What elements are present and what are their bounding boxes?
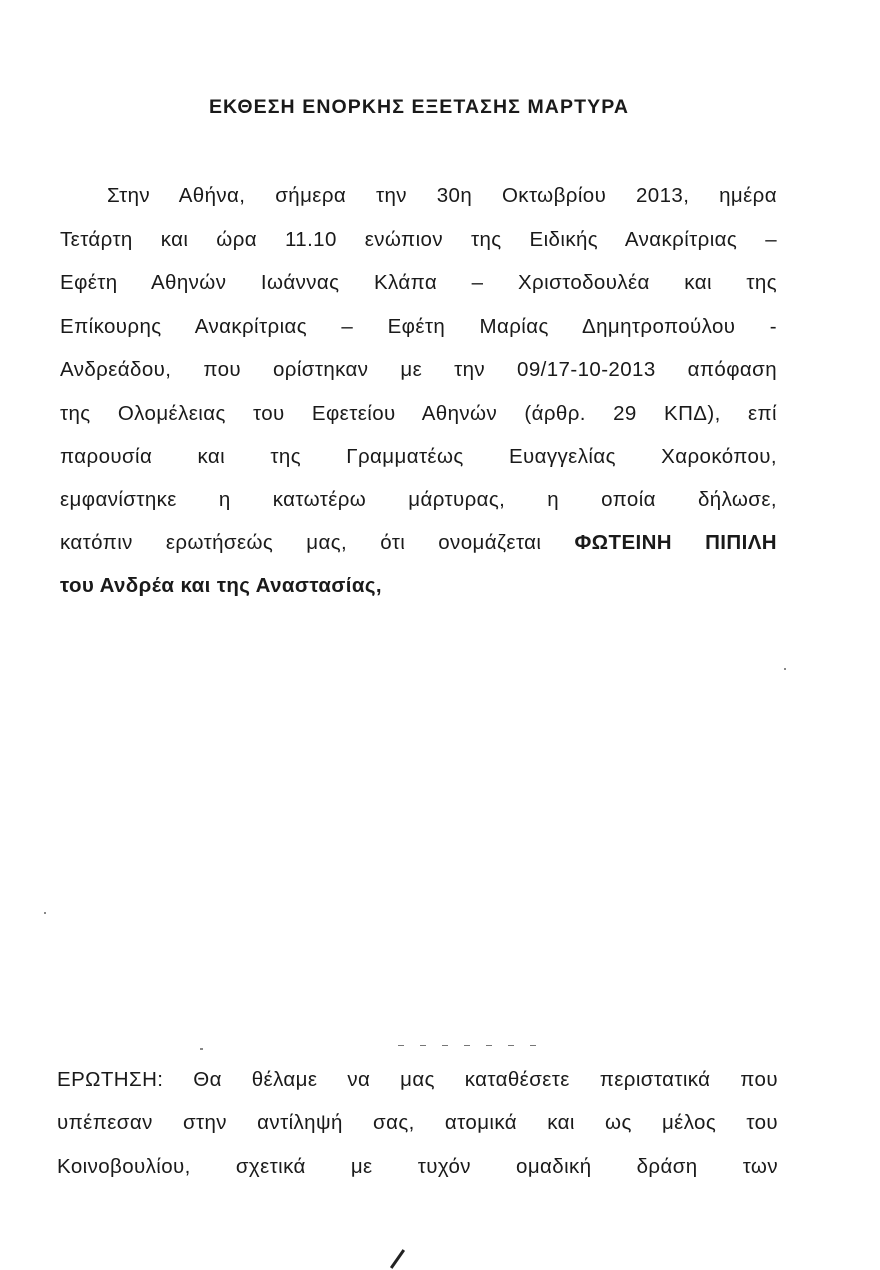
paragraph-line bbox=[60, 531, 777, 555]
witness-name: ΦΩΤΕΙΝΗ ΠΙΠΙΛΗ bbox=[574, 531, 777, 554]
question-text: Θα θέλαμε να μας καταθέσετε περιστατικά που bbox=[193, 1068, 778, 1091]
paragraph-line: Τετάρτη και ώρα 11.10 ενώπιον της Ειδικής Ανακρίτριας – bbox=[60, 228, 777, 251]
paragraph-line: Επίκουρης Ανακρίτριας – Εφέτη Μαρίας Δημητροπούλου - bbox=[60, 315, 777, 338]
paragraph-line: Ανδρεάδου, που ορίστηκαν με την 09/17-10-2013 απόφαση bbox=[60, 358, 777, 381]
paragraph-line: Εφέτη Αθηνών Ιωάννας Κλάπα – Χριστοδουλέα και της bbox=[60, 271, 777, 294]
paragraph-text: κατόπιν ερωτήσεώς μας, ότι ονομάζεται bbox=[60, 531, 542, 554]
scan-speck bbox=[200, 1048, 203, 1050]
pen-mark bbox=[390, 1249, 405, 1269]
question-label: ΕΡΩΤΗΣΗ: bbox=[57, 1068, 164, 1091]
question-line: υπέπεσαν στην αντίληψή σας, ατομικά και ως μέλος του bbox=[57, 1111, 778, 1134]
paragraph-line: παρουσία και της Γραμματέως Ευαγγελίας Χαροκόπου, bbox=[60, 445, 777, 468]
scan-speck bbox=[398, 1045, 548, 1046]
scan-speck bbox=[44, 912, 46, 914]
document-title: ΕΚΘΕΣΗ ΕΝΟΡΚΗΣ ΕΞΕΤΑΣΗΣ ΜΑΡΤΥΡΑ bbox=[208, 96, 630, 118]
paragraph-line: εμφανίστηκε η κατωτέρω μάρτυρας, η οποία δήλωσε, bbox=[60, 488, 777, 511]
paragraph-line: Στην Αθήνα, σήμερα την 30η Οκτωβρίου 2013, ημέρα bbox=[107, 184, 777, 207]
paragraph-line: της Ολομέλειας του Εφετείου Αθηνών (άρθρ. 29 ΚΠΔ), επί bbox=[60, 402, 777, 425]
scan-speck bbox=[784, 668, 786, 670]
question-line: Κοινοβουλίου, σχετικά με τυχόν ομαδική δράση των bbox=[57, 1155, 778, 1178]
question-line bbox=[57, 1068, 778, 1092]
witness-parents: του Ανδρέα και της Αναστασίας, bbox=[60, 574, 383, 597]
